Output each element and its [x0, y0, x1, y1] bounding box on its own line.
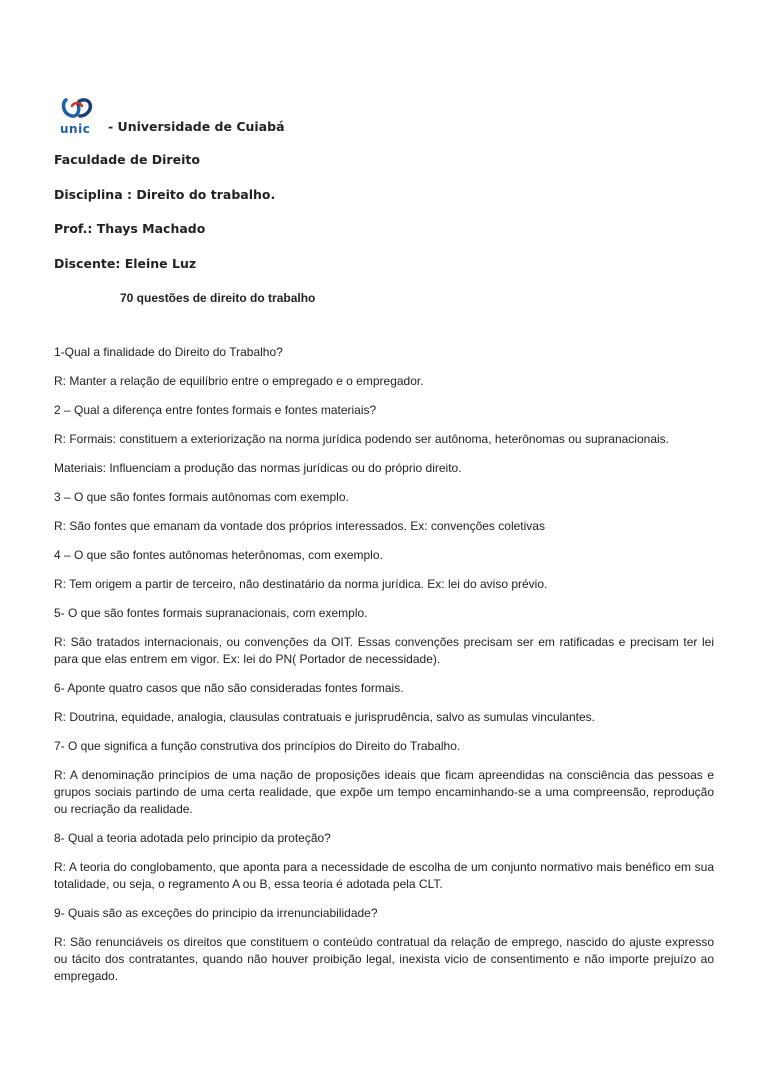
student-line: Discente: Eleine Luz: [54, 256, 197, 271]
questions-list: [54, 344, 714, 997]
answer-1: R: Manter a relação de equilíbrio entre o empregado e o empregador.: [54, 374, 424, 388]
question-3: 3 – O que são fontes formais autônomas com exemplo.: [54, 490, 349, 504]
document-title: 70 questões de direito do trabalho: [120, 291, 316, 305]
discipline-line: Disciplina : Direito do trabalho.: [54, 187, 276, 202]
answer-2-continued: Materiais: Influenciam a produção das normas jurídicas ou do próprio direito.: [54, 461, 462, 475]
question-8: 8- Qual a teoria adotada pelo principio da proteção?: [54, 831, 331, 845]
question-2: 2 – Qual a diferença entre fontes formais e fontes materiais?: [54, 403, 377, 417]
unic-logo-mark-icon: [58, 96, 98, 122]
answer-4: R: Tem origem a partir de terceiro, não destinatário da norma jurídica. Ex: lei do aviso prévio.: [54, 577, 548, 591]
answer-9: R: São renunciáveis os direitos que constituem o conteúdo contratual da relação de emprego, nascido do ajuste expresso ou tácito dos contratantes, quando não houver proibição legal, inexista vicio de consentimento e não importe prejuízo ao empregado.: [54, 935, 714, 983]
question-5: 5- O que são fontes formais supranacionais, com exemplo.: [54, 606, 368, 620]
logo-text: unic: [60, 122, 91, 136]
professor-line: Prof.: Thays Machado: [54, 221, 206, 236]
answer-6: R: Doutrina, equidade, analogia, clausulas contratuais e jurisprudência, salvo as sumulas vinculantes.: [54, 710, 595, 724]
unic-logo: [58, 96, 102, 136]
answer-2: R: Formais: constituem a exteriorização na norma jurídica podendo ser autônoma, heterônomas ou supranacionais.: [54, 432, 669, 446]
faculty-line: Faculdade de Direito: [54, 152, 200, 167]
answer-5: R: São tratados internacionais, ou convenções da OIT. Essas convenções precisam ser em ratificadas e precisam ter lei para que elas entrem em vigor. Ex: lei do PN( Portador de necessidade).: [54, 635, 714, 666]
university-name: - Universidade de Cuiabá: [108, 119, 285, 134]
question-1: 1-Qual a finalidade do Direito do Trabalho?: [54, 345, 283, 359]
question-7: 7- O que significa a função construtiva dos princípios do Direito do Trabalho.: [54, 739, 461, 753]
university-header: [58, 92, 285, 136]
answer-7: R: A denominação princípios de uma nação de proposições ideais que ficam apreendidas na consciência das pessoas e grupos sociais partindo de uma certa realidade, que expõe um tempo encaminhando-se a uma compreensão, reprodução ou recriação da realidade.: [54, 768, 714, 816]
answer-8: R: A teoria do conglobamento, que aponta para a necessidade de escolha de um conjunto normativo mais benéfico em sua totalidade, ou seja, o regramento A ou B, essa teoria é adotada pela CLT.: [54, 860, 714, 891]
question-9: 9- Quais são as exceções do principio da irrenunciabilidade?: [54, 906, 378, 920]
question-4: 4 – O que são fontes autônomas heterônomas, com exemplo.: [54, 548, 383, 562]
answer-3: R: São fontes que emanam da vontade dos próprios interessados. Ex: convenções coletivas: [54, 519, 545, 533]
question-6: 6- Aponte quatro casos que não são consideradas fontes formais.: [54, 681, 404, 695]
